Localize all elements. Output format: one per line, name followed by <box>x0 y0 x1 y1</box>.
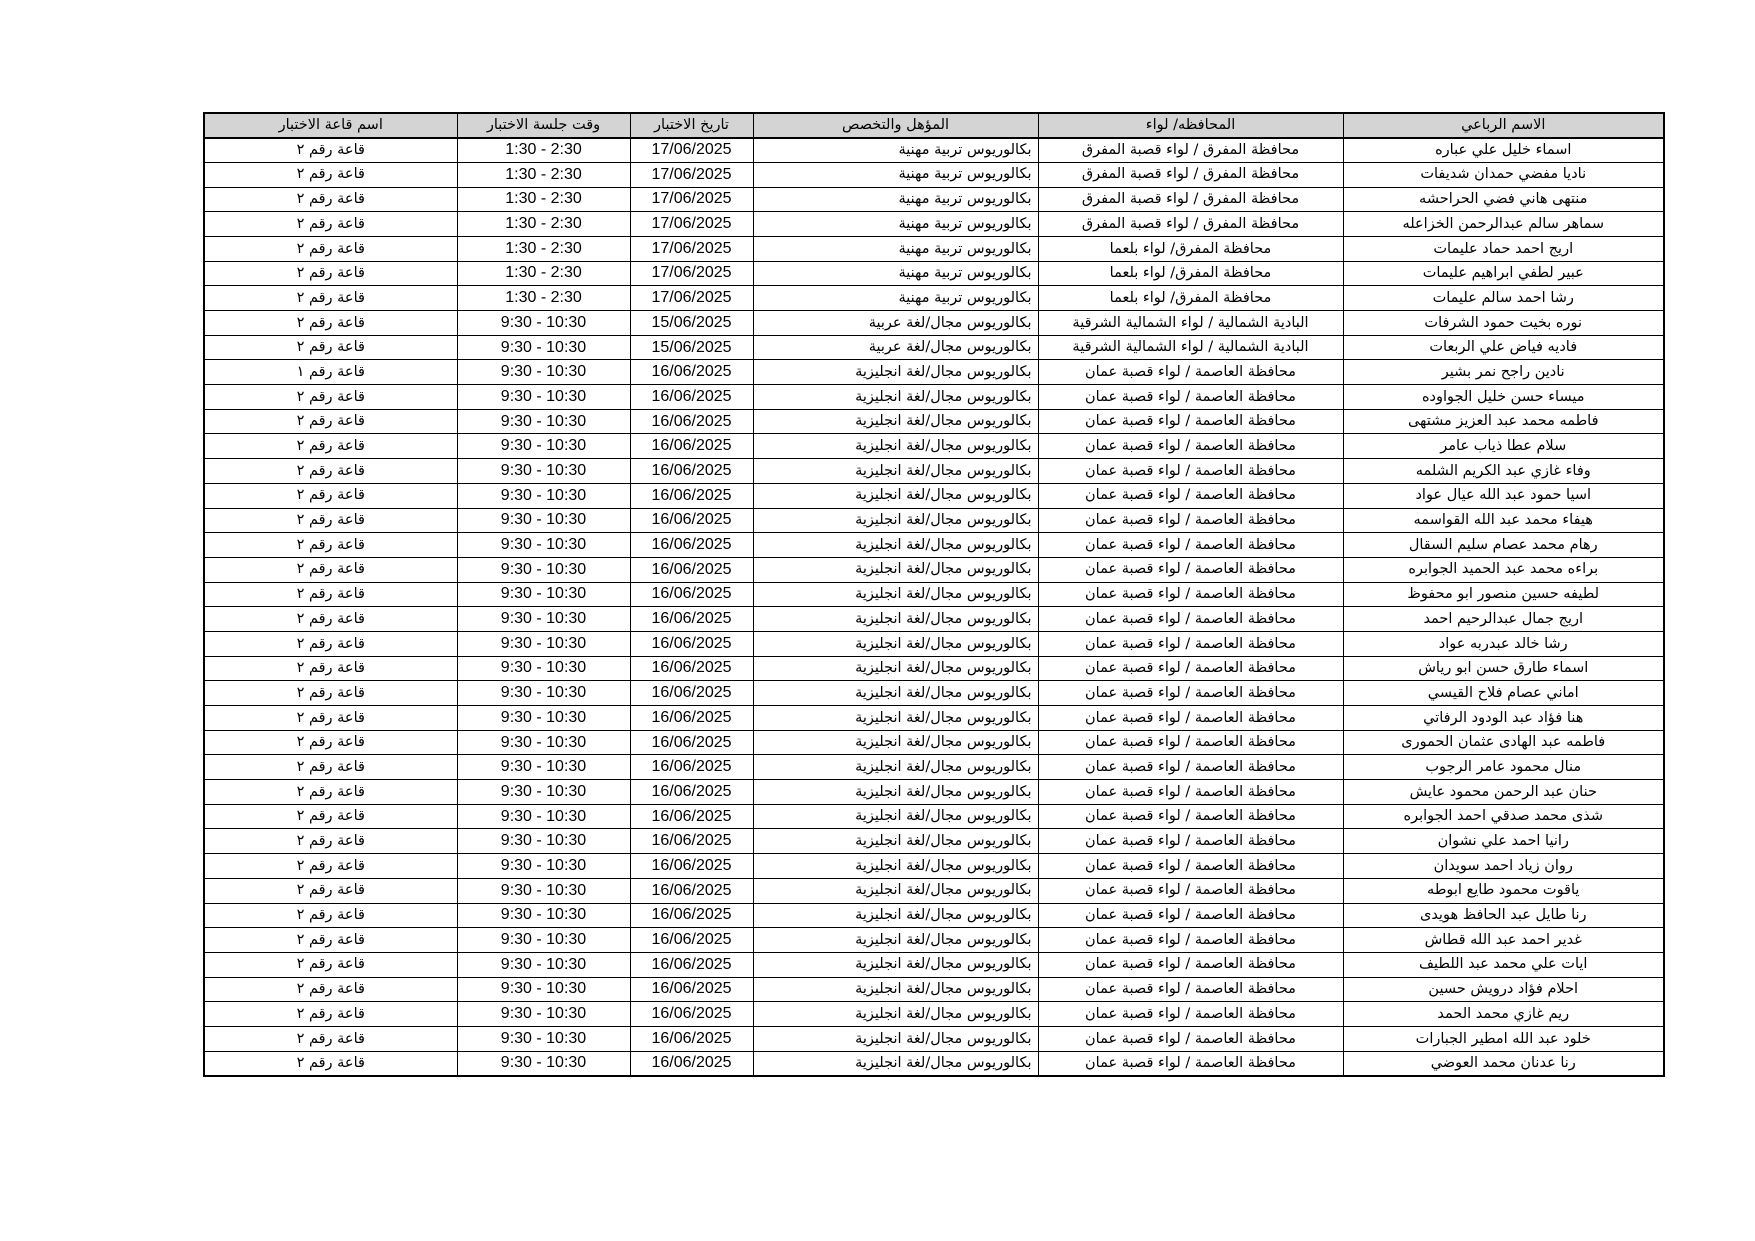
cell-qualification: بكالوريوس مجال/لغة انجليزية <box>753 483 1038 508</box>
cell-qualification: بكالوريوس مجال/لغة انجليزية <box>753 804 1038 829</box>
cell-qualification: بكالوريوس مجال/لغة انجليزية <box>753 385 1038 410</box>
table-row <box>204 878 1664 903</box>
table-row <box>204 829 1664 854</box>
cell-time: 9:30 - 10:30 <box>457 508 630 533</box>
cell-qualification: بكالوريوس مجال/لغة انجليزية <box>753 1026 1038 1051</box>
cell-time: 9:30 - 10:30 <box>457 656 630 681</box>
cell-time: 9:30 - 10:30 <box>457 582 630 607</box>
cell-name: ياقوت محمود طايع ابوطه <box>1343 878 1664 903</box>
cell-name: ايات علي محمد عبد اللطيف <box>1343 952 1664 977</box>
cell-room: قاعة رقم ٢ <box>204 236 457 261</box>
cell-name: رهام محمد عصام سليم السقال <box>1343 533 1664 558</box>
cell-qualification: بكالوريوس مجال/لغة انجليزية <box>753 409 1038 434</box>
cell-governorate: محافظة العاصمة / لواء قصبة عمان <box>1038 755 1343 780</box>
cell-date: 16/06/2025 <box>630 459 753 484</box>
table-row <box>204 311 1664 336</box>
cell-time: 9:30 - 10:30 <box>457 977 630 1002</box>
cell-date: 16/06/2025 <box>630 681 753 706</box>
cell-qualification: بكالوريوس مجال/لغة انجليزية <box>753 459 1038 484</box>
cell-governorate: محافظة العاصمة / لواء قصبة عمان <box>1038 854 1343 879</box>
cell-room: قاعة رقم ٢ <box>204 780 457 805</box>
cell-governorate: محافظة العاصمة / لواء قصبة عمان <box>1038 434 1343 459</box>
cell-governorate: محافظة العاصمة / لواء قصبة عمان <box>1038 829 1343 854</box>
cell-qualification: بكالوريوس مجال/لغة انجليزية <box>753 360 1038 385</box>
cell-governorate: محافظة العاصمة / لواء قصبة عمان <box>1038 1002 1343 1027</box>
table-row <box>204 706 1664 731</box>
cell-governorate: محافظة العاصمة / لواء قصبة عمان <box>1038 385 1343 410</box>
cell-name: اماني عصام فلاح القيسي <box>1343 681 1664 706</box>
cell-governorate: محافظة المفرق/ لواء بلعما <box>1038 286 1343 311</box>
header-name: الاسم الرباعي <box>1343 113 1664 138</box>
cell-room: قاعة رقم ٢ <box>204 977 457 1002</box>
cell-governorate: محافظة العاصمة / لواء قصبة عمان <box>1038 582 1343 607</box>
cell-name: سلام عطا ذياب عامر <box>1343 434 1664 459</box>
cell-date: 16/06/2025 <box>630 755 753 780</box>
cell-room: قاعة رقم ٢ <box>204 286 457 311</box>
cell-time: 9:30 - 10:30 <box>457 631 630 656</box>
cell-name: فاديه فياض علي الربعات <box>1343 335 1664 360</box>
cell-date: 15/06/2025 <box>630 311 753 336</box>
cell-room: قاعة رقم ٢ <box>204 607 457 632</box>
cell-qualification: بكالوريوس مجال/لغة انجليزية <box>753 854 1038 879</box>
cell-room: قاعة رقم ٢ <box>204 1051 457 1076</box>
cell-qualification: بكالوريوس تربية مهنية <box>753 187 1038 212</box>
cell-governorate: محافظة المفرق / لواء قصبة المفرق <box>1038 212 1343 237</box>
table-row <box>204 607 1664 632</box>
cell-date: 16/06/2025 <box>630 1026 753 1051</box>
cell-date: 17/06/2025 <box>630 162 753 187</box>
cell-time: 9:30 - 10:30 <box>457 434 630 459</box>
cell-date: 16/06/2025 <box>630 829 753 854</box>
cell-room: قاعة رقم ٢ <box>204 162 457 187</box>
cell-qualification: بكالوريوس تربية مهنية <box>753 212 1038 237</box>
cell-qualification: بكالوريوس مجال/لغة انجليزية <box>753 434 1038 459</box>
cell-name: رنا طايل عبد الحافظ هويدى <box>1343 903 1664 928</box>
cell-name: احلام فؤاد درويش حسين <box>1343 977 1664 1002</box>
cell-time: 1:30 - 2:30 <box>457 162 630 187</box>
cell-room: قاعة رقم ٢ <box>204 804 457 829</box>
cell-qualification: بكالوريوس مجال/لغة انجليزية <box>753 533 1038 558</box>
table-row <box>204 1051 1664 1076</box>
cell-governorate: محافظة العاصمة / لواء قصبة عمان <box>1038 631 1343 656</box>
table-row <box>204 187 1664 212</box>
cell-name: فاطمه عبد الهادى عثمان الحمورى <box>1343 730 1664 755</box>
cell-qualification: بكالوريوس مجال/لغة انجليزية <box>753 952 1038 977</box>
cell-qualification: بكالوريوس مجال/لغة انجليزية <box>753 977 1038 1002</box>
cell-name: اسماء طارق حسن ابو رياش <box>1343 656 1664 681</box>
table-row <box>204 261 1664 286</box>
table-row <box>204 1026 1664 1051</box>
cell-time: 9:30 - 10:30 <box>457 952 630 977</box>
cell-name: لطيفه حسين منصور ابو محفوظ <box>1343 582 1664 607</box>
cell-room: قاعة رقم ٢ <box>204 557 457 582</box>
cell-room: قاعة رقم ٢ <box>204 755 457 780</box>
cell-room: قاعة رقم ٢ <box>204 681 457 706</box>
cell-time: 9:30 - 10:30 <box>457 557 630 582</box>
exam-schedule-table <box>203 112 1665 1077</box>
cell-room: قاعة رقم ١ <box>204 360 457 385</box>
cell-date: 17/06/2025 <box>630 261 753 286</box>
cell-name: عبير لطفي ابراهيم عليمات <box>1343 261 1664 286</box>
cell-name: منتهى هاني فضي الحراحشه <box>1343 187 1664 212</box>
table-header <box>204 113 1664 138</box>
cell-date: 16/06/2025 <box>630 434 753 459</box>
cell-time: 9:30 - 10:30 <box>457 730 630 755</box>
cell-qualification: بكالوريوس مجال/لغة انجليزية <box>753 1002 1038 1027</box>
table-row <box>204 483 1664 508</box>
header-date: تاريخ الاختبار <box>630 113 753 138</box>
cell-qualification: بكالوريوس تربية مهنية <box>753 261 1038 286</box>
cell-time: 1:30 - 2:30 <box>457 286 630 311</box>
cell-time: 1:30 - 2:30 <box>457 187 630 212</box>
cell-qualification: بكالوريوس مجال/لغة انجليزية <box>753 1051 1038 1076</box>
cell-qualification: بكالوريوس مجال/لغة انجليزية <box>753 755 1038 780</box>
table-row <box>204 557 1664 582</box>
cell-room: قاعة رقم ٢ <box>204 533 457 558</box>
cell-governorate: محافظة العاصمة / لواء قصبة عمان <box>1038 977 1343 1002</box>
cell-date: 16/06/2025 <box>630 1002 753 1027</box>
cell-date: 16/06/2025 <box>630 607 753 632</box>
table-row <box>204 533 1664 558</box>
table-body <box>204 138 1664 1076</box>
cell-governorate: محافظة العاصمة / لواء قصبة عمان <box>1038 903 1343 928</box>
cell-governorate: محافظة المفرق / لواء قصبة المفرق <box>1038 138 1343 163</box>
cell-qualification: بكالوريوس مجال/لغة عربية <box>753 311 1038 336</box>
cell-governorate: محافظة العاصمة / لواء قصبة عمان <box>1038 804 1343 829</box>
cell-date: 15/06/2025 <box>630 335 753 360</box>
cell-governorate: محافظة العاصمة / لواء قصبة عمان <box>1038 533 1343 558</box>
cell-name: رشا احمد سالم عليمات <box>1343 286 1664 311</box>
table-row <box>204 286 1664 311</box>
cell-governorate: محافظة العاصمة / لواء قصبة عمان <box>1038 780 1343 805</box>
cell-time: 9:30 - 10:30 <box>457 829 630 854</box>
header-row <box>204 113 1664 138</box>
cell-date: 16/06/2025 <box>630 854 753 879</box>
cell-date: 17/06/2025 <box>630 212 753 237</box>
cell-name: رانيا احمد علي نشوان <box>1343 829 1664 854</box>
cell-governorate: محافظة العاصمة / لواء قصبة عمان <box>1038 483 1343 508</box>
table-row <box>204 409 1664 434</box>
cell-date: 16/06/2025 <box>630 952 753 977</box>
cell-time: 9:30 - 10:30 <box>457 385 630 410</box>
cell-governorate: البادية الشمالية / لواء الشمالية الشرقية <box>1038 311 1343 336</box>
table-row <box>204 138 1664 163</box>
cell-governorate: محافظة العاصمة / لواء قصبة عمان <box>1038 656 1343 681</box>
table-row <box>204 360 1664 385</box>
cell-room: قاعة رقم ٢ <box>204 730 457 755</box>
cell-governorate: محافظة المفرق/ لواء بلعما <box>1038 236 1343 261</box>
table-row <box>204 854 1664 879</box>
cell-time: 9:30 - 10:30 <box>457 311 630 336</box>
cell-time: 9:30 - 10:30 <box>457 1051 630 1076</box>
table-row <box>204 434 1664 459</box>
cell-governorate: محافظة العاصمة / لواء قصبة عمان <box>1038 508 1343 533</box>
cell-name: منال محمود عامر الرجوب <box>1343 755 1664 780</box>
header-room: اسم قاعة الاختبار <box>204 113 457 138</box>
cell-date: 17/06/2025 <box>630 138 753 163</box>
cell-qualification: بكالوريوس مجال/لغة انجليزية <box>753 903 1038 928</box>
cell-room: قاعة رقم ٢ <box>204 582 457 607</box>
cell-name: روان زياد احمد سويدان <box>1343 854 1664 879</box>
cell-governorate: محافظة العاصمة / لواء قصبة عمان <box>1038 681 1343 706</box>
cell-room: قاعة رقم ٢ <box>204 261 457 286</box>
cell-date: 16/06/2025 <box>630 878 753 903</box>
cell-name: رنا عدنان محمد العوضي <box>1343 1051 1664 1076</box>
cell-date: 16/06/2025 <box>630 706 753 731</box>
table-row <box>204 977 1664 1002</box>
cell-name: نوره بخيت حمود الشرفات <box>1343 311 1664 336</box>
cell-governorate: محافظة العاصمة / لواء قصبة عمان <box>1038 557 1343 582</box>
cell-qualification: بكالوريوس مجال/لغة عربية <box>753 335 1038 360</box>
cell-room: قاعة رقم ٢ <box>204 138 457 163</box>
cell-time: 9:30 - 10:30 <box>457 755 630 780</box>
table-row <box>204 631 1664 656</box>
cell-name: غدير احمد عبد الله قطاش <box>1343 928 1664 953</box>
cell-date: 16/06/2025 <box>630 804 753 829</box>
cell-date: 16/06/2025 <box>630 656 753 681</box>
cell-name: هيفاء محمد عبد الله القواسمه <box>1343 508 1664 533</box>
cell-date: 16/06/2025 <box>630 483 753 508</box>
cell-room: قاعة رقم ٢ <box>204 1002 457 1027</box>
cell-time: 9:30 - 10:30 <box>457 878 630 903</box>
cell-name: اسماء خليل علي عباره <box>1343 138 1664 163</box>
cell-time: 9:30 - 10:30 <box>457 928 630 953</box>
cell-time: 9:30 - 10:30 <box>457 459 630 484</box>
cell-time: 9:30 - 10:30 <box>457 335 630 360</box>
cell-time: 9:30 - 10:30 <box>457 804 630 829</box>
cell-room: قاعة رقم ٢ <box>204 854 457 879</box>
cell-qualification: بكالوريوس تربية مهنية <box>753 286 1038 311</box>
cell-governorate: محافظة العاصمة / لواء قصبة عمان <box>1038 730 1343 755</box>
cell-room: قاعة رقم ٢ <box>204 311 457 336</box>
header-governorate: المحافظه/ لواء <box>1038 113 1343 138</box>
cell-time: 9:30 - 10:30 <box>457 706 630 731</box>
cell-room: قاعة رقم ٢ <box>204 631 457 656</box>
cell-time: 9:30 - 10:30 <box>457 533 630 558</box>
cell-date: 16/06/2025 <box>630 928 753 953</box>
cell-date: 17/06/2025 <box>630 187 753 212</box>
cell-room: قاعة رقم ٢ <box>204 952 457 977</box>
table-row <box>204 755 1664 780</box>
cell-time: 9:30 - 10:30 <box>457 854 630 879</box>
cell-qualification: بكالوريوس تربية مهنية <box>753 138 1038 163</box>
header-qualification: المؤهل والتخصص <box>753 113 1038 138</box>
cell-name: اريج احمد حماد عليمات <box>1343 236 1664 261</box>
table-row <box>204 459 1664 484</box>
cell-governorate: محافظة العاصمة / لواء قصبة عمان <box>1038 607 1343 632</box>
table-row <box>204 212 1664 237</box>
cell-date: 16/06/2025 <box>630 780 753 805</box>
cell-room: قاعة رقم ٢ <box>204 878 457 903</box>
cell-room: قاعة رقم ٢ <box>204 706 457 731</box>
cell-time: 9:30 - 10:30 <box>457 409 630 434</box>
cell-name: حنان عبد الرحمن محمود عايش <box>1343 780 1664 805</box>
table-row <box>204 385 1664 410</box>
cell-name: هنا فؤاد عبد الودود الرفاتي <box>1343 706 1664 731</box>
cell-governorate: محافظة العاصمة / لواء قصبة عمان <box>1038 409 1343 434</box>
table-row <box>204 928 1664 953</box>
cell-name: فاطمه محمد عبد العزيز مشتهى <box>1343 409 1664 434</box>
table-row <box>204 903 1664 928</box>
cell-governorate: البادية الشمالية / لواء الشمالية الشرقية <box>1038 335 1343 360</box>
cell-name: ناديا مفضي حمدان شديفات <box>1343 162 1664 187</box>
cell-date: 16/06/2025 <box>630 1051 753 1076</box>
cell-qualification: بكالوريوس مجال/لغة انجليزية <box>753 706 1038 731</box>
cell-name: ريم غازي محمد الحمد <box>1343 1002 1664 1027</box>
cell-date: 16/06/2025 <box>630 508 753 533</box>
cell-name: اريج جمال عبدالرحيم احمد <box>1343 607 1664 632</box>
cell-date: 16/06/2025 <box>630 903 753 928</box>
cell-governorate: محافظة العاصمة / لواء قصبة عمان <box>1038 878 1343 903</box>
cell-governorate: محافظة العاصمة / لواء قصبة عمان <box>1038 928 1343 953</box>
table-row <box>204 780 1664 805</box>
table-row <box>204 804 1664 829</box>
cell-name: براءه محمد عبد الحميد الجوابره <box>1343 557 1664 582</box>
cell-date: 16/06/2025 <box>630 533 753 558</box>
cell-date: 16/06/2025 <box>630 977 753 1002</box>
cell-time: 9:30 - 10:30 <box>457 780 630 805</box>
cell-governorate: محافظة المفرق/ لواء بلعما <box>1038 261 1343 286</box>
cell-date: 16/06/2025 <box>630 409 753 434</box>
cell-qualification: بكالوريوس مجال/لغة انجليزية <box>753 681 1038 706</box>
cell-qualification: بكالوريوس مجال/لغة انجليزية <box>753 878 1038 903</box>
cell-name: شذى محمد صدقي احمد الجوابره <box>1343 804 1664 829</box>
table-row <box>204 508 1664 533</box>
cell-time: 9:30 - 10:30 <box>457 1002 630 1027</box>
cell-date: 16/06/2025 <box>630 730 753 755</box>
cell-name: نادين راجح نمر بشير <box>1343 360 1664 385</box>
cell-room: قاعة رقم ٢ <box>204 508 457 533</box>
cell-date: 16/06/2025 <box>630 385 753 410</box>
cell-governorate: محافظة العاصمة / لواء قصبة عمان <box>1038 1051 1343 1076</box>
cell-room: قاعة رقم ٢ <box>204 903 457 928</box>
cell-time: 9:30 - 10:30 <box>457 483 630 508</box>
cell-time: 1:30 - 2:30 <box>457 261 630 286</box>
cell-name: وفاء غازي عبد الكريم الشلمه <box>1343 459 1664 484</box>
cell-governorate: محافظة العاصمة / لواء قصبة عمان <box>1038 360 1343 385</box>
table-row <box>204 656 1664 681</box>
cell-room: قاعة رقم ٢ <box>204 385 457 410</box>
cell-governorate: محافظة العاصمة / لواء قصبة عمان <box>1038 952 1343 977</box>
cell-qualification: بكالوريوس مجال/لغة انجليزية <box>753 508 1038 533</box>
cell-qualification: بكالوريوس مجال/لغة انجليزية <box>753 582 1038 607</box>
cell-name: اسيا حمود عبد الله عيال عواد <box>1343 483 1664 508</box>
cell-room: قاعة رقم ٢ <box>204 212 457 237</box>
cell-room: قاعة رقم ٢ <box>204 483 457 508</box>
table-row <box>204 236 1664 261</box>
cell-room: قاعة رقم ٢ <box>204 434 457 459</box>
table-row <box>204 681 1664 706</box>
cell-governorate: محافظة العاصمة / لواء قصبة عمان <box>1038 459 1343 484</box>
cell-name: سماهر سالم عبدالرحمن الخزاعله <box>1343 212 1664 237</box>
cell-date: 16/06/2025 <box>630 631 753 656</box>
cell-room: قاعة رقم ٢ <box>204 829 457 854</box>
table-row <box>204 1002 1664 1027</box>
cell-qualification: بكالوريوس مجال/لغة انجليزية <box>753 730 1038 755</box>
table-row <box>204 335 1664 360</box>
cell-qualification: بكالوريوس مجال/لغة انجليزية <box>753 631 1038 656</box>
cell-qualification: بكالوريوس مجال/لغة انجليزية <box>753 829 1038 854</box>
cell-room: قاعة رقم ٢ <box>204 187 457 212</box>
cell-qualification: بكالوريوس مجال/لغة انجليزية <box>753 607 1038 632</box>
cell-date: 17/06/2025 <box>630 286 753 311</box>
cell-qualification: بكالوريوس مجال/لغة انجليزية <box>753 656 1038 681</box>
cell-date: 16/06/2025 <box>630 582 753 607</box>
cell-time: 9:30 - 10:30 <box>457 360 630 385</box>
cell-date: 17/06/2025 <box>630 236 753 261</box>
cell-name: ميساء حسن خليل الجواوده <box>1343 385 1664 410</box>
cell-room: قاعة رقم ٢ <box>204 409 457 434</box>
cell-time: 9:30 - 10:30 <box>457 607 630 632</box>
table-row <box>204 162 1664 187</box>
cell-room: قاعة رقم ٢ <box>204 656 457 681</box>
cell-time: 9:30 - 10:30 <box>457 903 630 928</box>
cell-date: 16/06/2025 <box>630 360 753 385</box>
cell-room: قاعة رقم ٢ <box>204 1026 457 1051</box>
header-time: وقت جلسة الاختبار <box>457 113 630 138</box>
cell-qualification: بكالوريوس تربية مهنية <box>753 162 1038 187</box>
cell-room: قاعة رقم ٢ <box>204 459 457 484</box>
cell-time: 9:30 - 10:30 <box>457 681 630 706</box>
cell-governorate: محافظة العاصمة / لواء قصبة عمان <box>1038 706 1343 731</box>
cell-room: قاعة رقم ٢ <box>204 928 457 953</box>
cell-qualification: بكالوريوس مجال/لغة انجليزية <box>753 928 1038 953</box>
cell-name: رشا خالد عبدربه عواد <box>1343 631 1664 656</box>
cell-date: 16/06/2025 <box>630 557 753 582</box>
cell-qualification: بكالوريوس مجال/لغة انجليزية <box>753 780 1038 805</box>
cell-time: 1:30 - 2:30 <box>457 212 630 237</box>
table-row <box>204 582 1664 607</box>
cell-governorate: محافظة المفرق / لواء قصبة المفرق <box>1038 187 1343 212</box>
cell-time: 1:30 - 2:30 <box>457 138 630 163</box>
cell-qualification: بكالوريوس تربية مهنية <box>753 236 1038 261</box>
cell-qualification: بكالوريوس مجال/لغة انجليزية <box>753 557 1038 582</box>
cell-governorate: محافظة العاصمة / لواء قصبة عمان <box>1038 1026 1343 1051</box>
table-row <box>204 952 1664 977</box>
table-row <box>204 730 1664 755</box>
cell-name: خلود عبد الله امطير الجبارات <box>1343 1026 1664 1051</box>
cell-governorate: محافظة المفرق / لواء قصبة المفرق <box>1038 162 1343 187</box>
cell-room: قاعة رقم ٢ <box>204 335 457 360</box>
cell-time: 9:30 - 10:30 <box>457 1026 630 1051</box>
cell-time: 1:30 - 2:30 <box>457 236 630 261</box>
